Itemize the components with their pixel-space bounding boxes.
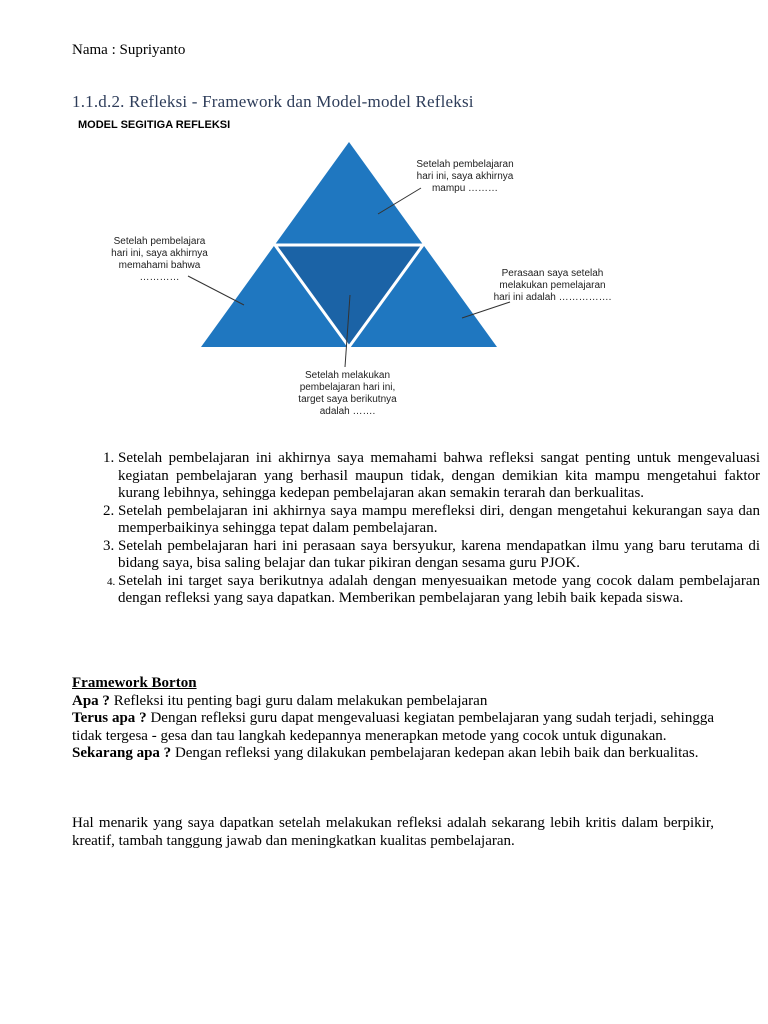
section-heading: 1.1.d.2. Refleksi - Framework dan Model-model Refleksi [72,92,474,111]
framework-sekarang-apa: Sekarang apa ? Dengan refleksi yang dilakukan pembelajaran kedepan akan lebih baik dan berkualitas. [72,745,699,761]
diagram-label-top-right: Setelah pembelajaran hari ini, saya akhirnya mampu ……… [416,159,514,194]
closing-paragraph: Hal menarik yang saya dapatkan setelah melakukan refleksi adalah sekarang lebih kritis dalam berpikir, kreatif, tambah tanggung jawab dan meningkatkan kualitas pembelajaran. [72,815,714,849]
framework-title: Framework Borton [72,675,197,691]
reflection-item: 1. Setelah pembelajaran ini akhirnya saya memahami bahwa refleksi sangat penting untuk mengevaluasi kegiatan pembelajaran yang berhasil maupun tidak, dengan demikian kita mampu mengetahui faktor kurang lebihnya, sehingga kedepan pembelajaran akan semakin terarah dan berkualitas. [118,450,760,503]
reflection-item: 4. Setelah ini target saya berikutnya adalah dengan menyesuaikan metode yang cocok dalam pembelajaran dengan refleksi yang saya dapatkan. Memberikan pembelajaran yang lebih baik kepada siswa. [118,573,760,608]
diagram-title: MODEL SEGITIGA REFLEKSI [78,119,231,131]
diagram-label-bottom: Setelah melakukan pembelajaran hari ini, target saya berikutnya adalah ……. [298,370,397,417]
reflection-item: 3. Setelah pembelajaran hari ini perasaan saya bersyukur, karena mendapatkan ilmu yang baru terutama di bidang saya, bisa saling belajar dan tukar pikiran dengan sesama guru PJOK. [118,538,760,573]
diagram-label-left: Setelah pembelajara hari ini, saya akhirnya memahami bahwa ………… [111,236,208,283]
framework-apa: Apa ? Refleksi itu penting bagi guru dalam melakukan pembelajaran [72,692,488,709]
author-name: Nama : Supriyanto [72,42,186,58]
framework-terus-apa: Terus apa ? Dengan refleksi guru dapat mengevaluasi kegiatan pembelajaran yang sudah terjadi, sehingga tidak tergesa - gesa dan tau langkah kedepannya menerapkan metode yang cocok untuk digunakan. [72,710,714,744]
reflection-list [72,450,760,608]
diagram-label-right: Perasaan saya setelah melakukan pemelajaran hari ini adalah ……………. [493,268,612,303]
framework-section [72,675,714,763]
reflection-item: 2. Setelah pembelajaran ini akhirnya saya mampu merefleksi diri, dengan mengetahui kekurangan saya dan memperbaikinya sehingga tepat dalam pembelajaran. [118,503,760,538]
